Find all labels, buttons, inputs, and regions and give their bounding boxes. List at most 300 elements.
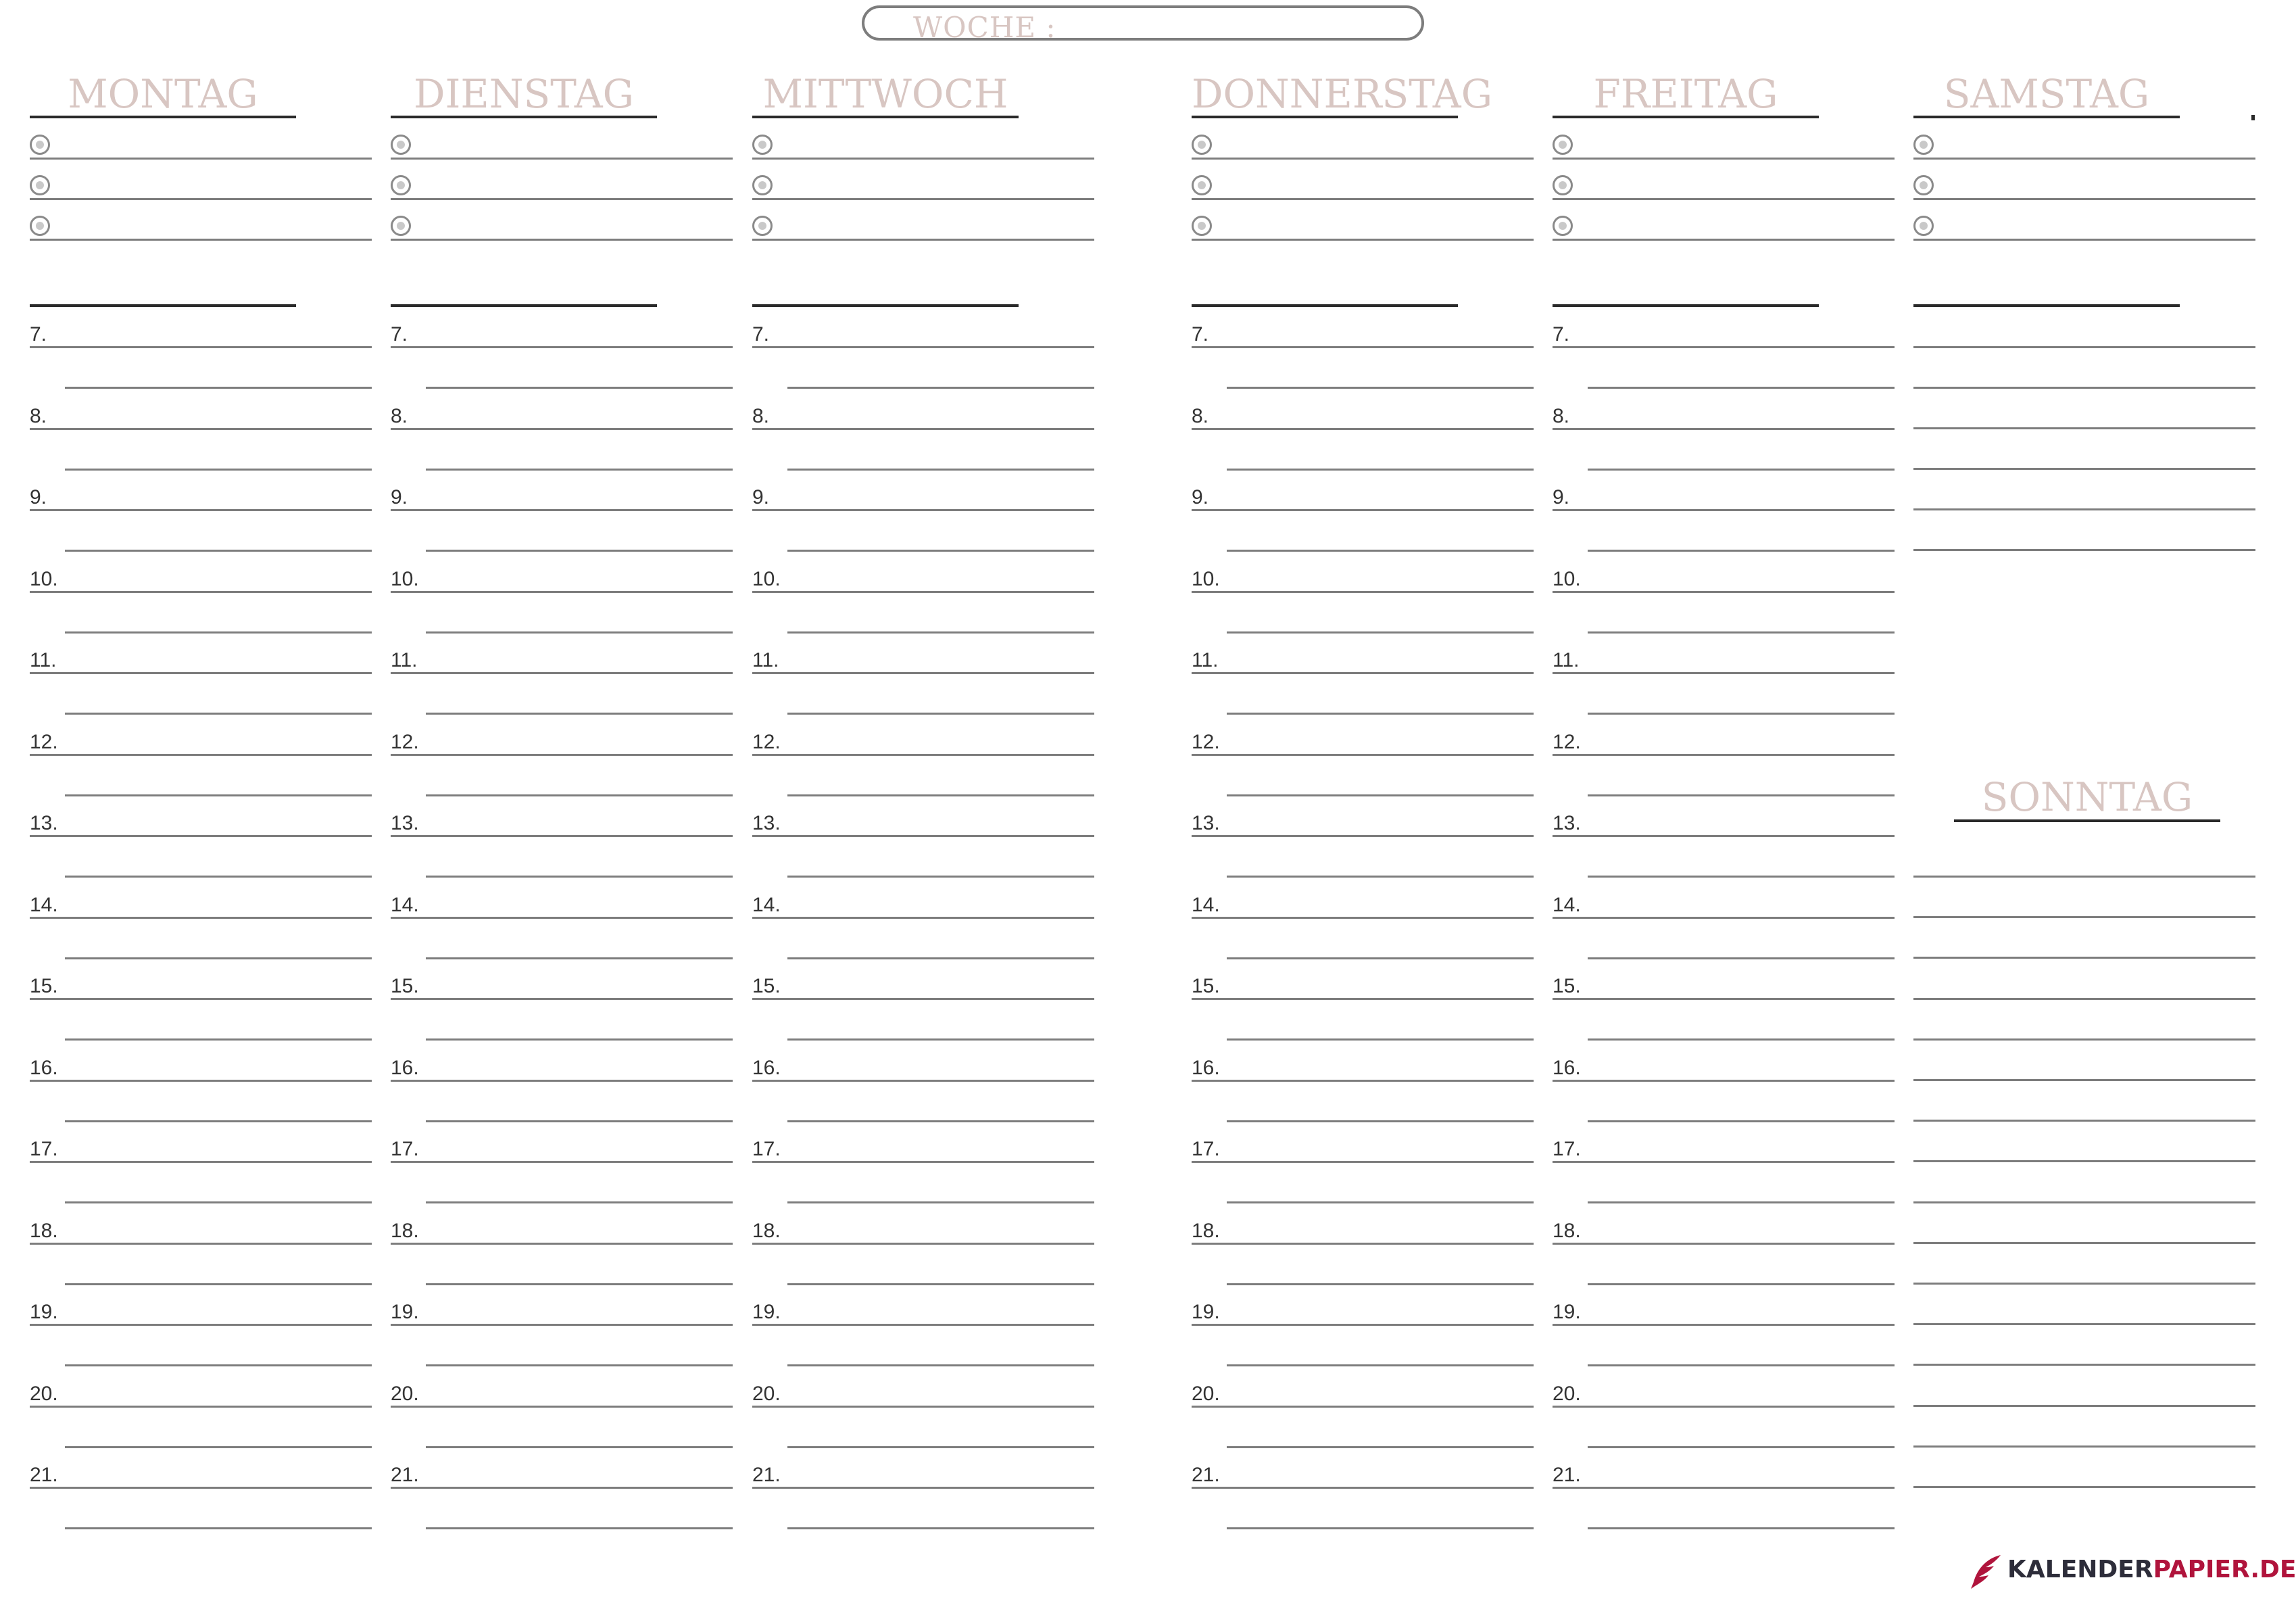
hour-line[interactable]	[30, 998, 372, 1000]
hour-line[interactable]	[752, 998, 1094, 1000]
hour-label: 21.	[30, 1464, 58, 1486]
hour-line[interactable]	[30, 672, 372, 674]
sunday-line[interactable]	[1913, 1486, 2255, 1488]
day-title-monday: MONTAG	[68, 71, 258, 117]
half-hour-line[interactable]	[426, 794, 733, 796]
hour-label: 15.	[30, 975, 58, 997]
day-title-underline	[1913, 116, 2180, 118]
hour-line[interactable]	[1192, 1080, 1534, 1082]
checkbox-circle-icon[interactable]	[1553, 175, 1573, 195]
half-hour-line[interactable]	[1588, 1038, 1895, 1041]
hour-line[interactable]	[1192, 591, 1534, 593]
half-hour-line[interactable]	[65, 713, 372, 715]
hour-line[interactable]	[752, 591, 1094, 593]
notes-divider	[391, 304, 657, 307]
saturday-line[interactable]	[1913, 346, 2255, 348]
hour-label: 19.	[752, 1301, 781, 1323]
hour-label: 11.	[1553, 649, 1580, 671]
checkbox-circle-icon[interactable]	[1553, 216, 1573, 236]
hour-line[interactable]	[1192, 917, 1534, 919]
sunday-line[interactable]	[1913, 1283, 2255, 1285]
hour-label: 7.	[391, 323, 408, 345]
hour-line[interactable]	[30, 346, 372, 348]
saturday-line[interactable]	[1913, 468, 2255, 470]
hour-label: 13.	[752, 812, 781, 834]
sunday-line[interactable]	[1913, 1405, 2255, 1407]
checkbox-circle-icon[interactable]	[752, 216, 773, 236]
hour-label: 10.	[752, 567, 781, 590]
half-hour-line[interactable]	[787, 1038, 1094, 1041]
checkbox-circle-icon[interactable]	[30, 175, 50, 195]
hour-label: 10.	[1192, 567, 1220, 590]
hour-line[interactable]	[391, 1243, 733, 1245]
week-field[interactable]	[862, 5, 1424, 44]
half-hour-line[interactable]	[787, 1527, 1094, 1529]
sunday-line[interactable]	[1913, 1160, 2255, 1162]
sunday-line[interactable]	[1913, 876, 2255, 878]
checkbox-circle-icon[interactable]	[30, 216, 50, 236]
hour-line[interactable]	[391, 998, 733, 1000]
todo-line[interactable]	[1192, 158, 1534, 160]
sunday-line[interactable]	[1913, 957, 2255, 959]
hour-label: 12.	[1553, 730, 1581, 753]
day-title-saturday: SAMSTAG	[1943, 71, 2150, 117]
hour-label: 8.	[752, 404, 770, 427]
hour-line[interactable]	[30, 509, 372, 511]
half-hour-line[interactable]	[1227, 631, 1534, 634]
half-hour-line[interactable]	[1227, 957, 1534, 959]
checkbox-circle-icon[interactable]	[1192, 216, 1212, 236]
hour-label: 11.	[30, 649, 57, 671]
hour-label: 10.	[1553, 567, 1581, 590]
hour-line[interactable]	[752, 835, 1094, 837]
hour-line[interactable]	[752, 754, 1094, 756]
half-hour-line[interactable]	[1227, 1038, 1534, 1041]
hour-label: 21.	[391, 1464, 419, 1486]
half-hour-line[interactable]	[787, 794, 1094, 796]
hour-label: 10.	[30, 567, 58, 590]
hour-label: 14.	[30, 893, 58, 916]
hour-line[interactable]	[1192, 998, 1534, 1000]
hour-label: 16.	[30, 1056, 58, 1079]
brand-logo	[1968, 1552, 2296, 1590]
checkbox-circle-icon[interactable]	[752, 175, 773, 195]
hour-label: 9.	[30, 486, 47, 508]
half-hour-line[interactable]	[787, 1364, 1094, 1366]
hour-label: 19.	[391, 1301, 419, 1323]
checkbox-circle-icon[interactable]	[391, 175, 411, 195]
todo-line[interactable]	[752, 198, 1094, 200]
hour-line[interactable]	[1553, 672, 1895, 674]
hour-line[interactable]	[752, 1243, 1094, 1245]
half-hour-line[interactable]	[1588, 550, 1895, 552]
hour-label: 20.	[391, 1382, 419, 1405]
hour-line[interactable]	[30, 1406, 372, 1408]
half-hour-line[interactable]	[65, 1527, 372, 1529]
hour-line[interactable]	[391, 1487, 733, 1489]
hour-label: 11.	[391, 649, 418, 671]
hour-label: 9.	[391, 486, 408, 508]
half-hour-line[interactable]	[426, 713, 733, 715]
sunday-line[interactable]	[1913, 1323, 2255, 1325]
hour-line[interactable]	[30, 1080, 372, 1082]
hour-line[interactable]	[752, 1161, 1094, 1163]
hour-label: 14.	[1553, 893, 1581, 916]
hour-line[interactable]	[391, 509, 733, 511]
half-hour-line[interactable]	[1227, 1446, 1534, 1448]
sunday-line[interactable]	[1913, 1364, 2255, 1366]
half-hour-line[interactable]	[65, 1446, 372, 1448]
half-hour-line[interactable]	[426, 876, 733, 878]
sunday-line[interactable]	[1913, 1079, 2255, 1081]
half-hour-line[interactable]	[787, 469, 1094, 471]
hour-label: 21.	[1192, 1464, 1220, 1486]
checkbox-circle-icon[interactable]	[1553, 135, 1573, 155]
hour-line[interactable]	[391, 1080, 733, 1082]
hour-line[interactable]	[1553, 998, 1895, 1000]
checkbox-circle-icon[interactable]	[1192, 175, 1212, 195]
hour-label: 15.	[1553, 975, 1581, 997]
hour-label: 15.	[752, 975, 781, 997]
hour-line[interactable]	[391, 1161, 733, 1163]
hour-line[interactable]	[1553, 1080, 1895, 1082]
half-hour-line[interactable]	[65, 387, 372, 389]
hour-line[interactable]	[391, 1406, 733, 1408]
checkbox-circle-icon[interactable]	[30, 135, 50, 155]
hour-line[interactable]	[30, 428, 372, 430]
hour-line[interactable]	[752, 1406, 1094, 1408]
todo-line[interactable]	[1913, 239, 2255, 241]
hour-label: 13.	[1192, 812, 1220, 834]
hour-line[interactable]	[391, 428, 733, 430]
half-hour-line[interactable]	[1588, 1283, 1895, 1285]
hour-label: 20.	[752, 1382, 781, 1405]
half-hour-line[interactable]	[65, 957, 372, 959]
hour-label: 8.	[30, 404, 47, 427]
hour-line[interactable]	[391, 835, 733, 837]
hour-line[interactable]	[752, 1487, 1094, 1489]
hour-line[interactable]	[1553, 1487, 1895, 1489]
day-title-thursday: DONNERSTAG	[1192, 71, 1493, 117]
half-hour-line[interactable]	[426, 957, 733, 959]
todo-line[interactable]	[1553, 198, 1895, 200]
half-hour-line[interactable]	[65, 1364, 372, 1366]
brand-name-part1: KALENDER	[2007, 1556, 2153, 1583]
half-hour-line[interactable]	[426, 1201, 733, 1203]
hour-line[interactable]	[1192, 754, 1534, 756]
hour-line[interactable]	[1553, 1324, 1895, 1326]
hour-line[interactable]	[1192, 1324, 1534, 1326]
checkbox-circle-icon[interactable]	[391, 216, 411, 236]
half-hour-line[interactable]	[787, 387, 1094, 389]
hour-label: 12.	[30, 730, 58, 753]
sunday-line[interactable]	[1913, 998, 2255, 1000]
hour-line[interactable]	[1553, 346, 1895, 348]
half-hour-line[interactable]	[65, 550, 372, 552]
half-hour-line[interactable]	[1588, 1201, 1895, 1203]
hour-line[interactable]	[391, 917, 733, 919]
hour-line[interactable]	[1192, 1487, 1534, 1489]
hour-label: 19.	[1553, 1301, 1581, 1323]
half-hour-line[interactable]	[787, 1446, 1094, 1448]
hour-line[interactable]	[391, 672, 733, 674]
hour-label: 16.	[391, 1056, 419, 1079]
hour-label: 12.	[752, 730, 781, 753]
half-hour-line[interactable]	[1588, 1364, 1895, 1366]
day-title-tuesday: DIENSTAG	[414, 71, 634, 117]
feather-icon	[1968, 1552, 2003, 1590]
hour-line[interactable]	[30, 1324, 372, 1326]
half-hour-line[interactable]	[1588, 713, 1895, 715]
hour-line[interactable]	[752, 672, 1094, 674]
hour-label: 9.	[752, 486, 770, 508]
hour-label: 16.	[1553, 1056, 1581, 1079]
hour-label: 21.	[1553, 1464, 1581, 1486]
corner-mark	[2251, 115, 2255, 120]
sunday-line[interactable]	[1913, 1242, 2255, 1244]
hour-label: 18.	[391, 1219, 419, 1242]
day-title-friday: FREITAG	[1593, 71, 1778, 117]
checkbox-circle-icon[interactable]	[752, 135, 773, 155]
half-hour-line[interactable]	[1227, 550, 1534, 552]
hour-line[interactable]	[1553, 917, 1895, 919]
saturday-line[interactable]	[1913, 549, 2255, 551]
half-hour-line[interactable]	[1588, 387, 1895, 389]
half-hour-line[interactable]	[426, 1527, 733, 1529]
hour-line[interactable]	[1553, 1243, 1895, 1245]
todo-line[interactable]	[1553, 239, 1895, 241]
hour-line[interactable]	[30, 917, 372, 919]
hour-line[interactable]	[1192, 346, 1534, 348]
hour-label: 16.	[752, 1056, 781, 1079]
hour-line[interactable]	[30, 1243, 372, 1245]
hour-line[interactable]	[752, 1080, 1094, 1082]
hour-label: 7.	[30, 323, 47, 345]
half-hour-line[interactable]	[1227, 469, 1534, 471]
half-hour-line[interactable]	[787, 1283, 1094, 1285]
todo-line[interactable]	[391, 239, 733, 241]
hour-line[interactable]	[391, 1324, 733, 1326]
half-hour-line[interactable]	[426, 469, 733, 471]
hour-line[interactable]	[1553, 835, 1895, 837]
half-hour-line[interactable]	[1227, 1201, 1534, 1203]
half-hour-line[interactable]	[1588, 1120, 1895, 1122]
sunday-line[interactable]	[1913, 1038, 2255, 1041]
hour-line[interactable]	[30, 1161, 372, 1163]
hour-label: 9.	[1192, 486, 1209, 508]
checkbox-circle-icon[interactable]	[1913, 175, 1934, 195]
hour-label: 13.	[30, 812, 58, 834]
hour-label: 7.	[1192, 323, 1209, 345]
hour-line[interactable]	[1553, 754, 1895, 756]
half-hour-line[interactable]	[1227, 794, 1534, 796]
hour-line[interactable]	[1192, 1243, 1534, 1245]
hour-label: 19.	[30, 1301, 58, 1323]
day-title-underline	[1553, 116, 1819, 118]
hour-line[interactable]	[1192, 428, 1534, 430]
checkbox-circle-icon[interactable]	[1192, 135, 1212, 155]
hour-line[interactable]	[1192, 835, 1534, 837]
hour-line[interactable]	[1192, 509, 1534, 511]
checkbox-circle-icon[interactable]	[1913, 216, 1934, 236]
half-hour-line[interactable]	[787, 876, 1094, 878]
hour-label: 13.	[391, 812, 419, 834]
sunday-line[interactable]	[1913, 1120, 2255, 1122]
week-label: WOCHE :	[913, 11, 1056, 44]
hour-label: 19.	[1192, 1301, 1220, 1323]
half-hour-line[interactable]	[426, 387, 733, 389]
notes-divider	[1192, 304, 1458, 307]
half-hour-line[interactable]	[65, 876, 372, 878]
day-title-underline	[30, 116, 296, 118]
hour-label: 17.	[752, 1138, 781, 1160]
sunday-line[interactable]	[1913, 1445, 2255, 1448]
day-title-sunday: SONNTAG	[1981, 774, 2193, 820]
half-hour-line[interactable]	[1588, 1446, 1895, 1448]
hour-line[interactable]	[391, 591, 733, 593]
checkbox-circle-icon[interactable]	[1913, 135, 1934, 155]
hour-line[interactable]	[752, 1324, 1094, 1326]
hour-label: 21.	[752, 1464, 781, 1486]
half-hour-line[interactable]	[426, 1120, 733, 1122]
half-hour-line[interactable]	[65, 1038, 372, 1041]
hour-label: 17.	[30, 1138, 58, 1160]
todo-line[interactable]	[30, 239, 372, 241]
notes-divider	[1913, 304, 2180, 307]
half-hour-line[interactable]	[65, 469, 372, 471]
hour-line[interactable]	[752, 346, 1094, 348]
day-title-underline	[1192, 116, 1458, 118]
hour-label: 15.	[1192, 975, 1220, 997]
half-hour-line[interactable]	[1588, 631, 1895, 634]
saturday-line[interactable]	[1913, 387, 2255, 389]
todo-line[interactable]	[391, 198, 733, 200]
todo-line[interactable]	[391, 158, 733, 160]
todo-line[interactable]	[752, 158, 1094, 160]
hour-label: 18.	[752, 1219, 781, 1242]
half-hour-line[interactable]	[1588, 957, 1895, 959]
todo-line[interactable]	[30, 198, 372, 200]
todo-line[interactable]	[30, 158, 372, 160]
hour-line[interactable]	[30, 835, 372, 837]
half-hour-line[interactable]	[1227, 1527, 1534, 1529]
hour-label: 20.	[1192, 1382, 1220, 1405]
sunday-line[interactable]	[1913, 1201, 2255, 1203]
hour-line[interactable]	[1192, 1406, 1534, 1408]
half-hour-line[interactable]	[787, 957, 1094, 959]
hour-line[interactable]	[1192, 672, 1534, 674]
hour-line[interactable]	[1553, 591, 1895, 593]
saturday-line[interactable]	[1913, 427, 2255, 429]
notes-divider	[30, 304, 296, 307]
half-hour-line[interactable]	[65, 631, 372, 634]
todo-line[interactable]	[1553, 158, 1895, 160]
half-hour-line[interactable]	[1227, 1364, 1534, 1366]
hour-line[interactable]	[752, 917, 1094, 919]
half-hour-line[interactable]	[65, 1120, 372, 1122]
checkbox-circle-icon[interactable]	[391, 135, 411, 155]
half-hour-line[interactable]	[787, 1120, 1094, 1122]
hour-line[interactable]	[1192, 1161, 1534, 1163]
hour-label: 11.	[1192, 649, 1219, 671]
day-title-wednesday: MITTWOCH	[762, 71, 1008, 117]
hour-line[interactable]	[1553, 428, 1895, 430]
day-title-underline	[752, 116, 1019, 118]
hour-label: 7.	[752, 323, 770, 345]
half-hour-line[interactable]	[787, 1201, 1094, 1203]
hour-label: 14.	[391, 893, 419, 916]
hour-label: 17.	[1192, 1138, 1220, 1160]
half-hour-line[interactable]	[1588, 469, 1895, 471]
hour-label: 8.	[1192, 404, 1209, 427]
hour-label: 20.	[30, 1382, 58, 1405]
hour-line[interactable]	[752, 509, 1094, 511]
hour-line[interactable]	[1553, 1406, 1895, 1408]
hour-label: 7.	[1553, 323, 1570, 345]
hour-label: 17.	[1553, 1138, 1581, 1160]
todo-line[interactable]	[1913, 158, 2255, 160]
todo-line[interactable]	[752, 239, 1094, 241]
half-hour-line[interactable]	[1227, 1283, 1534, 1285]
half-hour-line[interactable]	[787, 550, 1094, 552]
todo-line[interactable]	[1913, 198, 2255, 200]
hour-label: 18.	[1192, 1219, 1220, 1242]
half-hour-line[interactable]	[1227, 876, 1534, 878]
hour-label: 14.	[1192, 893, 1220, 916]
hour-label: 10.	[391, 567, 419, 590]
hour-line[interactable]	[30, 591, 372, 593]
hour-line[interactable]	[752, 428, 1094, 430]
half-hour-line[interactable]	[1588, 876, 1895, 878]
half-hour-line[interactable]	[787, 631, 1094, 634]
notes-divider	[1553, 304, 1819, 307]
hour-label: 16.	[1192, 1056, 1220, 1079]
hour-label: 13.	[1553, 812, 1581, 834]
hour-label: 12.	[1192, 730, 1220, 753]
half-hour-line[interactable]	[787, 713, 1094, 715]
hour-line[interactable]	[391, 346, 733, 348]
hour-line[interactable]	[30, 754, 372, 756]
half-hour-line[interactable]	[426, 631, 733, 634]
half-hour-line[interactable]	[65, 1201, 372, 1203]
half-hour-line[interactable]	[1227, 387, 1534, 389]
half-hour-line[interactable]	[426, 550, 733, 552]
hour-line[interactable]	[1553, 1161, 1895, 1163]
hour-line[interactable]	[1553, 509, 1895, 511]
half-hour-line[interactable]	[426, 1038, 733, 1041]
half-hour-line[interactable]	[65, 1283, 372, 1285]
saturday-line[interactable]	[1913, 508, 2255, 510]
half-hour-line[interactable]	[65, 794, 372, 796]
todo-line[interactable]	[1192, 239, 1534, 241]
half-hour-line[interactable]	[1588, 794, 1895, 796]
hour-label: 15.	[391, 975, 419, 997]
half-hour-line[interactable]	[1588, 1527, 1895, 1529]
half-hour-line[interactable]	[426, 1283, 733, 1285]
hour-line[interactable]	[391, 754, 733, 756]
half-hour-line[interactable]	[426, 1446, 733, 1448]
half-hour-line[interactable]	[1227, 713, 1534, 715]
half-hour-line[interactable]	[1227, 1120, 1534, 1122]
hour-label: 14.	[752, 893, 781, 916]
half-hour-line[interactable]	[426, 1364, 733, 1366]
sunday-line[interactable]	[1913, 916, 2255, 918]
hour-label: 11.	[752, 649, 779, 671]
todo-line[interactable]	[1192, 198, 1534, 200]
hour-label: 12.	[391, 730, 419, 753]
hour-line[interactable]	[30, 1487, 372, 1489]
brand-name-part2: PAPIER.DE	[2153, 1556, 2296, 1583]
